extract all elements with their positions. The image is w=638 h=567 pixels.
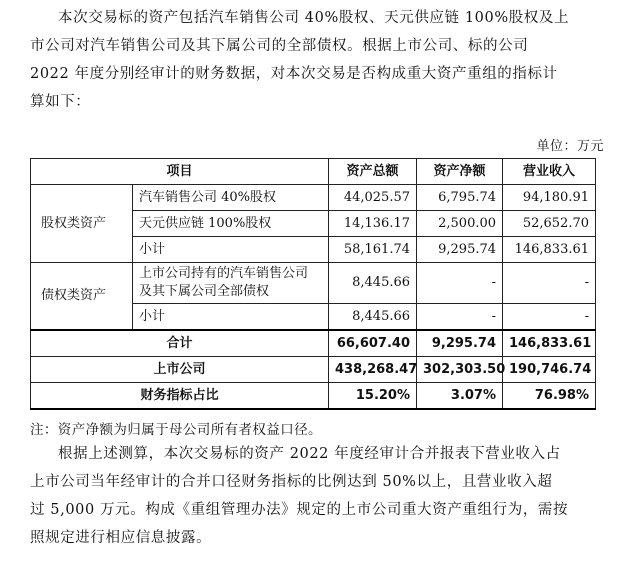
cell-net: - (417, 304, 503, 331)
cell-revenue: 76.98% (503, 383, 596, 410)
cell-assets: 438,268.47 (329, 357, 417, 383)
conclusion-paragraph (30, 440, 610, 552)
total-label: 合计 (31, 330, 329, 357)
financial-indicator-table (30, 158, 596, 410)
row-item: 小计 (133, 237, 329, 263)
intro-line: 算如下： (30, 94, 91, 110)
listed-company-row (31, 357, 596, 383)
cell-net: 6,795.74 (417, 185, 503, 211)
cell-assets: 8,445.66 (329, 263, 417, 304)
table-row (31, 263, 596, 304)
cell-revenue: 146,833.61 (503, 237, 596, 263)
ratio-label: 财务指标占比 (31, 383, 329, 410)
table-row (31, 185, 596, 211)
cell-revenue: 190,746.74 (503, 357, 596, 383)
row-item (133, 263, 329, 304)
row-item: 天元供应链 100%股权 (133, 211, 329, 237)
cell-revenue: 94,180.91 (503, 185, 596, 211)
intro-line: 2022 年度分别经审计的财务数据，对本次交易是否构成重大资产重组的指标计 (30, 66, 558, 82)
debt-group-label: 债权类资产 (31, 263, 133, 331)
intro-paragraph (30, 4, 610, 116)
unit-label: 单位：万元 (536, 139, 604, 154)
cell-assets: 58,161.74 (329, 237, 417, 263)
conclusion-line: 根据上述测算，本次交易标的资产 2022 年度经审计合并报表下营业收入占 (58, 446, 561, 462)
conclusion-line: 过 5,000 万元。构成《重组管理办法》规定的上市公司重大资产重组行为，需按 (30, 502, 569, 518)
cell-revenue: 146,833.61 (503, 330, 596, 357)
cell-assets: 66,607.40 (329, 330, 417, 357)
cell-assets: 8,445.66 (329, 304, 417, 331)
cell-assets: 44,025.57 (329, 185, 417, 211)
row-item: 小计 (133, 304, 329, 331)
row-item-line: 上市公司持有的汽车销售公司 (139, 266, 309, 281)
cell-net: 2,500.00 (417, 211, 503, 237)
header-net-assets: 资产净额 (417, 159, 503, 185)
row-item-line: 及其下属公司全部债权 (139, 284, 270, 299)
conclusion-line: 上市公司当年经审计的合并口径财务指标的比例达到 50%以上，且营业收入超 (30, 474, 553, 490)
cell-net: 302,303.50 (417, 357, 503, 383)
row-item: 汽车销售公司 40%股权 (133, 185, 329, 211)
header-item: 项目 (31, 159, 329, 185)
cell-assets: 14,136.17 (329, 211, 417, 237)
cell-revenue: - (503, 263, 596, 304)
ratio-row (31, 383, 596, 410)
equity-group-label: 股权类资产 (31, 185, 133, 263)
cell-net: 9,295.74 (417, 330, 503, 357)
conclusion-line: 照规定进行相应信息披露。 (30, 530, 212, 546)
table-header-row (31, 159, 596, 185)
total-row (31, 330, 596, 357)
header-total-assets: 资产总额 (329, 159, 417, 185)
intro-line: 本次交易标的资产包括汽车销售公司 40%股权、天元供应链 100%股权及上 (58, 10, 570, 26)
cell-revenue: - (503, 304, 596, 331)
cell-net: - (417, 263, 503, 304)
table-note: 注：资产净额为归属于母公司所有者权益口径。 (30, 422, 322, 438)
listed-label: 上市公司 (31, 357, 329, 383)
cell-assets: 15.20% (329, 383, 417, 410)
cell-net: 9,295.74 (417, 237, 503, 263)
header-revenue: 营业收入 (503, 159, 596, 185)
cell-revenue: 52,652.70 (503, 211, 596, 237)
cell-net: 3.07% (417, 383, 503, 410)
intro-line: 市公司对汽车销售公司及其下属公司的全部债权。根据上市公司、标的公司 (30, 38, 529, 54)
